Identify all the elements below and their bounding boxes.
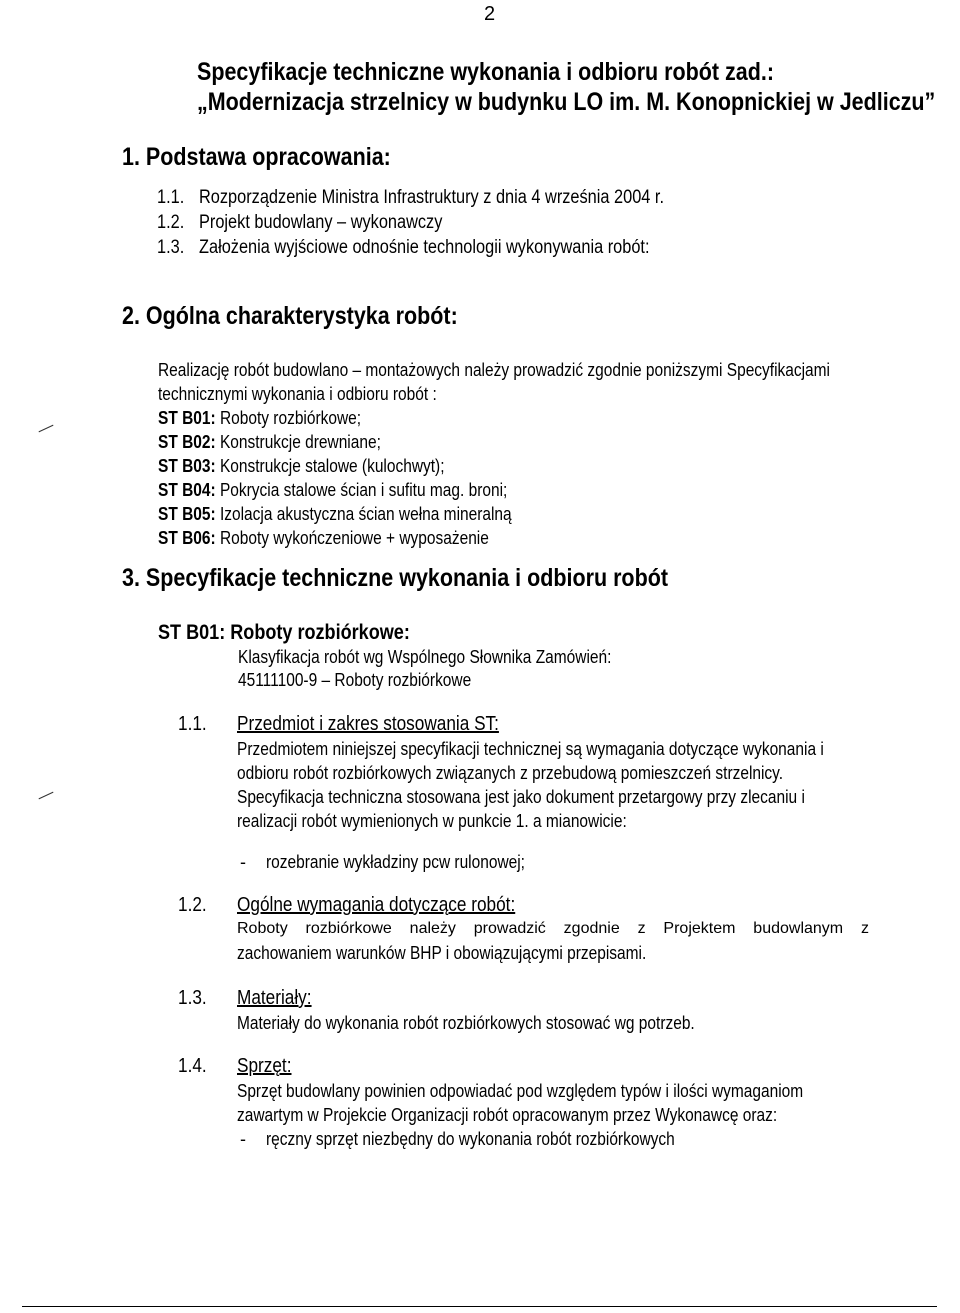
spec-list-item — [158, 481, 507, 499]
section1-item-num: 1.2. — [157, 212, 185, 233]
subsection-title: Przedmiot i zakres stosowania ST: — [237, 713, 499, 735]
section1-item-text: Projekt budowlany – wykonawczy — [199, 212, 443, 233]
spec-code: ST B01: — [158, 408, 216, 428]
section2-intro: technicznymi wykonania i odbioru robót : — [158, 384, 437, 404]
subsection-title: Ogólne wymagania dotyczące robót: — [237, 894, 516, 916]
section1-heading: 1. Podstawa opracowania: — [122, 143, 391, 171]
section2-intro: Realizację robót budowlano – montażowych należy prowadzić zgodnie poniższymi Specyfikacjami — [158, 360, 831, 380]
section2-heading: 2. Ogólna charakterystyka robót: — [122, 302, 458, 330]
section3-heading: 3. Specyfikacje techniczne wykonania i odbioru robót — [122, 564, 669, 592]
paragraph-line: zachowaniem warunków BHP i obowiązującymi przepisami. — [237, 943, 647, 963]
bullet-dash: - — [240, 852, 246, 872]
spec-list-item — [158, 505, 512, 523]
paragraph-line: Specyfikacja techniczna stosowana jest jako dokument przetargowy przy zlecaniu i — [237, 787, 805, 807]
scan-mark — [39, 792, 54, 800]
section1-item-num: 1.1. — [157, 187, 185, 208]
section1-item-num: 1.3. — [157, 237, 185, 258]
subsection-title: Sprzęt: — [237, 1055, 292, 1077]
subsection-number: 1.4. — [178, 1055, 207, 1077]
classification-text: Klasyfikacja robót wg Wspólnego Słownika Zamówień: — [238, 647, 612, 667]
spec-code: ST B05: — [158, 504, 216, 524]
section1-item-text: Rozporządzenie Ministra Infrastruktury z dnia 4 września 2004 r. — [199, 187, 665, 208]
spec-code: ST B06: — [158, 528, 216, 548]
spec-list-item — [158, 433, 381, 451]
paragraph-line: Materiały do wykonania robót rozbiórkowych stosować wg potrzeb. — [237, 1013, 695, 1033]
paragraph-line: zawartym w Projekcie Organizacji robót opracowanym przez Wykonawcę oraz: — [237, 1105, 778, 1125]
paragraph-line: Roboty rozbiórkowe należy prowadzić zgodnie z Projektem budowlanym z — [237, 920, 869, 937]
spec-text: Konstrukcje drewniane; — [219, 432, 381, 452]
paragraph-line: realizacji robót wymienionych w punkcie 1. a mianowicie: — [237, 811, 627, 831]
footer-rule — [22, 1306, 937, 1307]
section3-subheading: ST B01: Roboty rozbiórkowe: — [158, 621, 410, 644]
spec-code: ST B02: — [158, 432, 216, 452]
bullet-dash: - — [240, 1129, 246, 1149]
spec-text: Roboty rozbiórkowe; — [219, 408, 362, 428]
subsection-title: Materiały: — [237, 987, 312, 1009]
spec-text: Konstrukcje stalowe (kulochwyt); — [219, 456, 445, 476]
bullet-item: rozebranie wykładziny pcw rulonowej; — [266, 852, 525, 872]
paragraph-line: odbioru robót rozbiórkowych związanych z przebudową pomieszczeń strzelnicy. — [237, 763, 784, 783]
scan-mark — [39, 425, 54, 433]
section1-item-text: Założenia wyjściowe odnośnie technologii wykonywania robót: — [199, 237, 650, 258]
spec-code: ST B03: — [158, 456, 216, 476]
spec-list-item — [158, 457, 445, 475]
subsection-number: 1.3. — [178, 987, 207, 1009]
paragraph-line: Przedmiotem niniejszej specyfikacji technicznej są wymagania dotyczące wykonania i — [237, 739, 824, 759]
page-number: 2 — [484, 3, 496, 25]
spec-code: ST B04: — [158, 480, 216, 500]
spec-text: Roboty wykończeniowe + wyposażenie — [219, 528, 489, 548]
subsection-number: 1.2. — [178, 894, 207, 916]
spec-list-item — [158, 409, 361, 427]
bullet-item: ręczny sprzęt niezbędny do wykonania robót rozbiórkowych — [266, 1129, 675, 1149]
spec-text: Pokrycia stalowe ścian i sufitu mag. broni; — [219, 480, 508, 500]
document-title-line1: Specyfikacje techniczne wykonania i odbioru robót zad.: — [197, 58, 775, 86]
document-title-line2: „Modernizacja strzelnicy w budynku LO im. M. Konopnickiej w Jedliczu” — [197, 88, 936, 116]
cpv-code: 45111100-9 – Roboty rozbiórkowe — [238, 670, 472, 690]
spec-list-item — [158, 529, 489, 547]
paragraph-line: Sprzęt budowlany powinien odpowiadać pod względem typów i ilości wymaganiom — [237, 1081, 804, 1101]
spec-text: Izolacja akustyczna ścian wełna mineralną — [219, 504, 512, 524]
subsection-number: 1.1. — [178, 713, 207, 735]
